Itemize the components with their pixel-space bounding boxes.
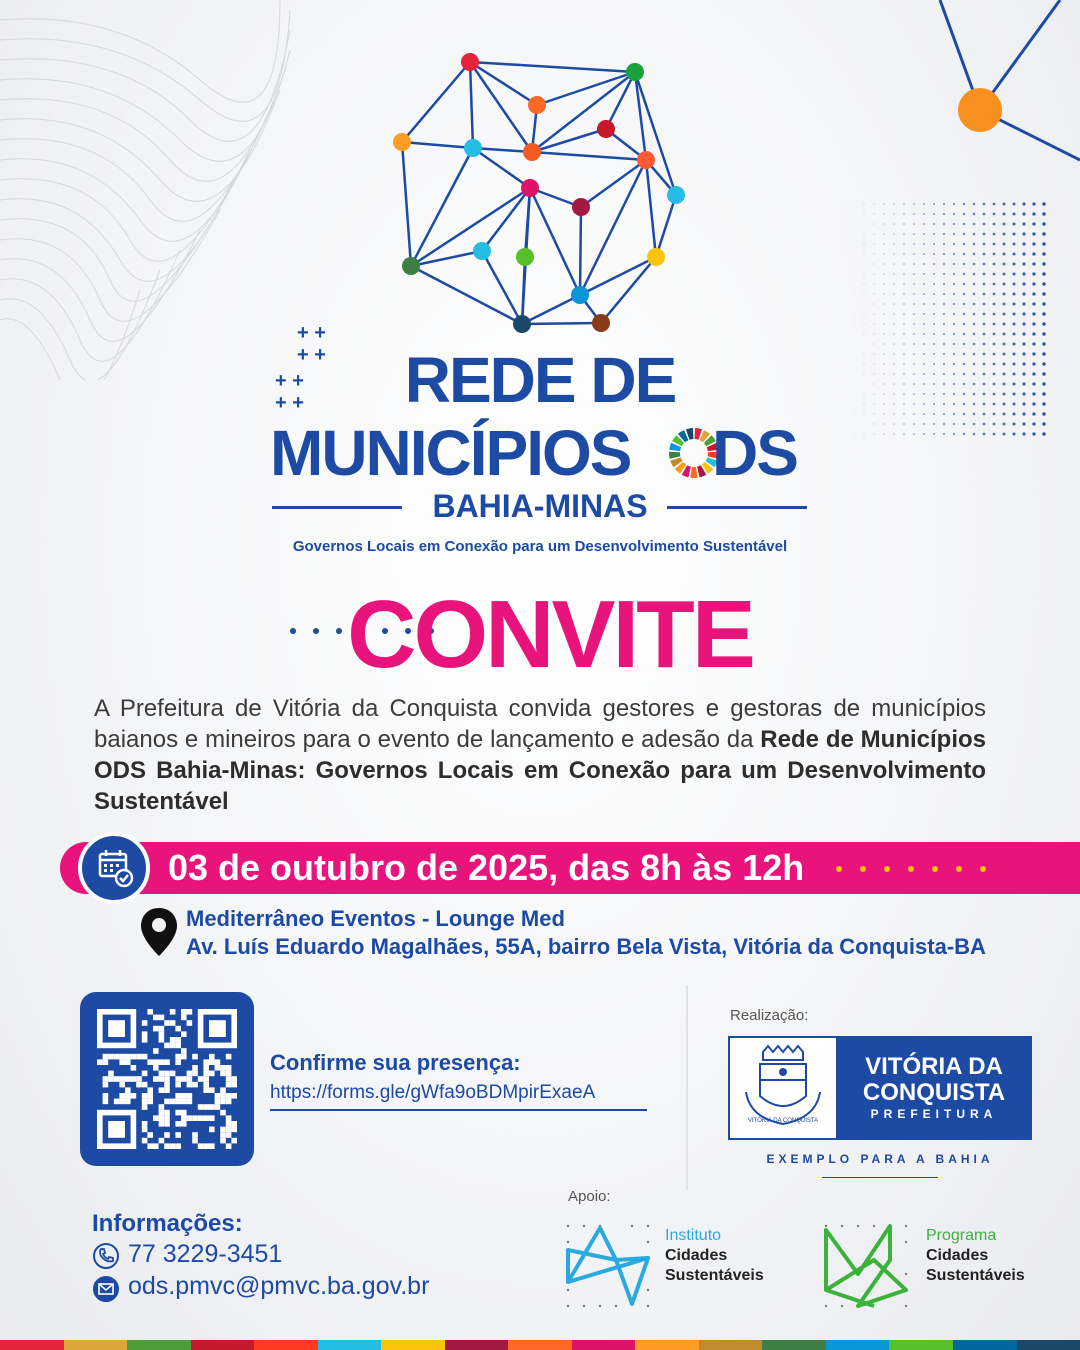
sdg-bar-segment xyxy=(762,1340,826,1350)
location-pin-icon xyxy=(138,906,180,958)
rsvp-label: Confirme sua presença: xyxy=(270,1050,521,1075)
email-icon xyxy=(93,1276,119,1302)
invite-heading: CONVITE xyxy=(347,581,753,688)
programa-cidades-logo-icon xyxy=(820,1220,915,1310)
sdg-bar-segment xyxy=(381,1340,445,1350)
vertical-divider xyxy=(686,985,688,1190)
prefeitura-slogan: EXEMPLO PARA A BAHIA xyxy=(766,1152,994,1166)
partner-1-line-2: Cidades xyxy=(665,1247,728,1264)
organizer-label: Realização: xyxy=(730,1007,809,1024)
title-line-2: MUNICÍPIOS xyxy=(270,417,631,489)
contact-email[interactable]: ods.pmvc@pmvc.ba.gov.br xyxy=(128,1272,430,1300)
sdg-bar-segment xyxy=(191,1340,255,1350)
partner-1-line-1: Instituto xyxy=(665,1227,722,1244)
phone-icon xyxy=(93,1243,119,1269)
invite-text: A Prefeitura de Vitória da Conquista convida gestores e gestoras de municípios baianos e mineiros para o evento de lançamento e adesão da xyxy=(94,695,986,753)
rsvp-link[interactable]: https://forms.gle/gWfa9oBDMpirExaeA xyxy=(270,1082,596,1103)
instituto-cidades-logo-icon xyxy=(562,1220,657,1310)
sdg-bar-segment xyxy=(826,1340,890,1350)
partner-programa xyxy=(926,1226,1025,1286)
qr-code-card[interactable] xyxy=(80,992,254,1166)
sdg-color-bar xyxy=(0,1340,1080,1350)
sdg-bar-segment xyxy=(0,1340,64,1350)
sdg-bar-segment xyxy=(445,1340,509,1350)
subtitle: BAHIA-MINAS xyxy=(432,488,648,524)
contact-phone[interactable]: 77 3229-3451 xyxy=(128,1240,283,1268)
calendar-icon-badge xyxy=(78,832,150,904)
dotted-line-decoration xyxy=(835,864,990,874)
contact-heading: Informações: xyxy=(92,1210,243,1237)
sdg-wheel-segment xyxy=(669,452,680,459)
wave-lines-decoration xyxy=(0,0,300,380)
plus-decoration: + + + + xyxy=(297,322,326,366)
tagline: Governos Locais em Conexão para um Desenvolvimento Sustentável xyxy=(292,538,788,555)
partner-2-line-2: Cidades xyxy=(926,1247,989,1264)
sdg-bar-segment xyxy=(635,1340,699,1350)
support-label: Apoio: xyxy=(568,1188,611,1205)
title-line-1: REDE DE xyxy=(404,344,676,416)
sdg-bar-segment xyxy=(953,1340,1017,1350)
qr-code[interactable] xyxy=(80,992,254,1166)
coat-of-arms-icon xyxy=(738,1044,828,1132)
partner-2-line-1: Programa xyxy=(926,1227,997,1244)
sdg-bar-segment xyxy=(254,1340,318,1350)
prefeitura-name: VITÓRIA DA CONQUISTA xyxy=(862,1053,1006,1106)
partner-instituto xyxy=(665,1226,764,1286)
svg-text:VITÓRIA DA CONQUISTA: VITÓRIA DA CONQUISTA xyxy=(747,1118,819,1124)
sdg-bar-segment xyxy=(508,1340,572,1350)
prefeitura-type: PREFEITURA xyxy=(870,1107,998,1121)
corner-network-decoration xyxy=(920,0,1080,170)
plus-decoration: + + + + xyxy=(275,370,304,414)
sdg-bar-segment xyxy=(889,1340,953,1350)
sdg-bar-segment xyxy=(699,1340,763,1350)
calendar-icon xyxy=(82,836,146,900)
partner-2-line-3: Sustentáveis xyxy=(926,1267,1025,1284)
title-ods-suffix: DS xyxy=(712,417,797,489)
sdg-bar-segment xyxy=(572,1340,636,1350)
venue-address: Av. Luís Eduardo Magalhães, 55A, bairro Bela Vista, Vitória da Conquista-BA xyxy=(186,934,986,959)
sdg-bar-segment xyxy=(318,1340,382,1350)
event-date: 03 de outubro de 2025, das 8h às 12h xyxy=(168,847,805,888)
venue-block xyxy=(186,905,986,961)
sdg-bar-segment xyxy=(127,1340,191,1350)
sdg-wheel-segment xyxy=(690,467,697,478)
invite-paragraph xyxy=(94,693,986,817)
slogan-underline xyxy=(822,1177,938,1178)
sdg-bar-segment xyxy=(64,1340,128,1350)
rsvp-underline xyxy=(270,1109,647,1111)
invite-network-name: Rede de Municípios ODS Bahia-Minas: Governos Locais em Conexão para um Desenvolvimento Sustentável xyxy=(94,726,986,815)
network-globe-logo xyxy=(380,45,700,345)
partner-1-line-3: Sustentáveis xyxy=(665,1267,764,1284)
venue-name: Mediterrâneo Eventos - Lounge Med xyxy=(186,906,565,931)
sdg-bar-segment xyxy=(1017,1340,1080,1350)
